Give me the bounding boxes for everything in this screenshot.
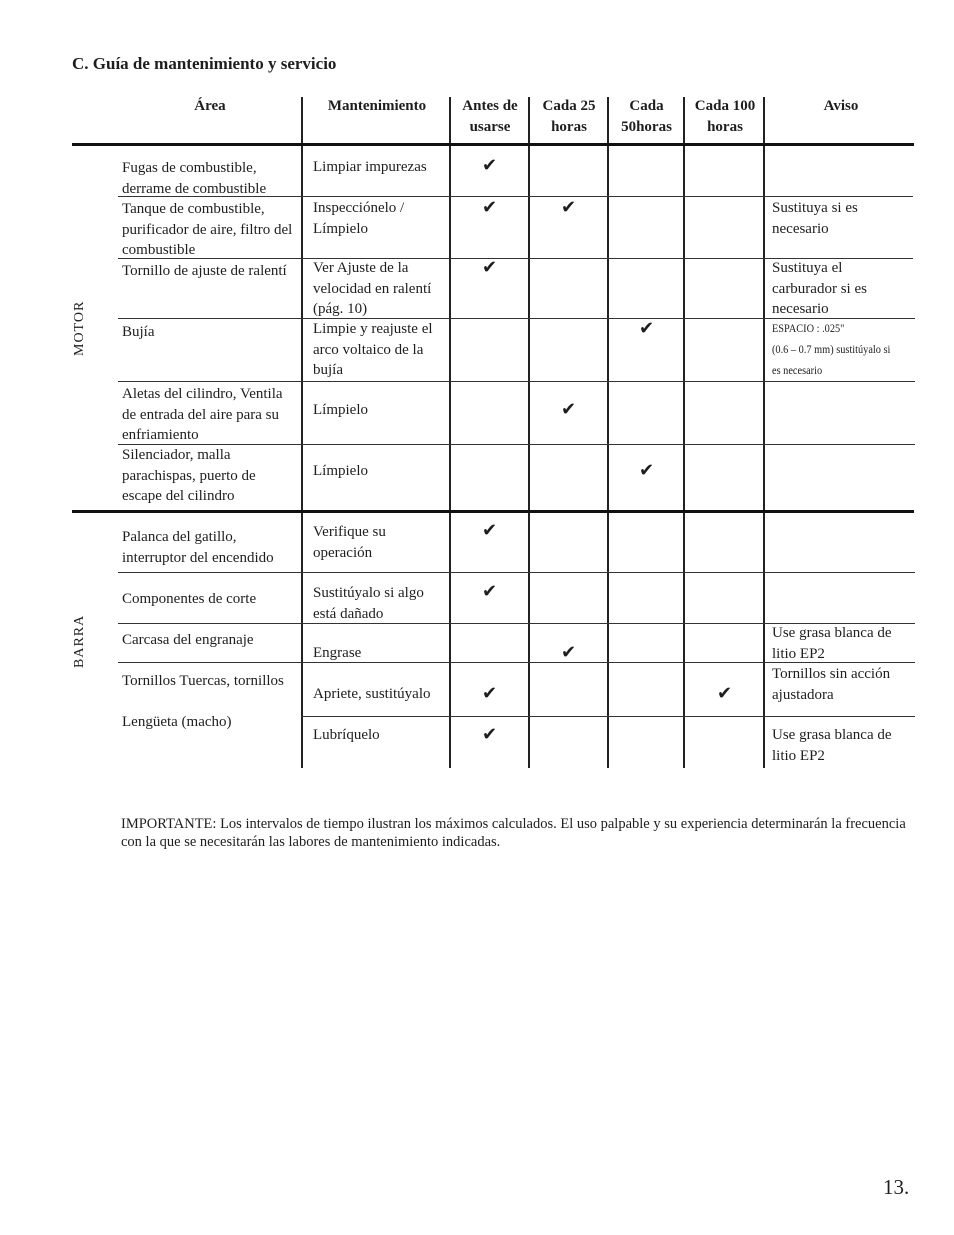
notice-cell: Use grasa blanca de litio EP2 — [772, 625, 892, 662]
area-cell: Carcasa del engranaje — [122, 632, 254, 648]
header-area: Área — [194, 98, 226, 114]
notice-cell: ESPACIO : .025" (0.6 – 0.7 mm) sustitúyalo si es necesario — [772, 321, 891, 377]
header-notice: Aviso — [823, 98, 859, 114]
maintenance-cell: Limpiar impurezas — [313, 159, 427, 175]
grid-line — [528, 97, 530, 768]
maintenance-cell: Sustitúyalo si algo está dañado — [313, 585, 424, 622]
area-cell: Bujía — [122, 324, 155, 340]
check-mark: ✔ — [482, 683, 498, 704]
row-divider — [118, 572, 915, 573]
header-every-100-hours: Cada 100 horas — [694, 98, 756, 135]
grid-line — [449, 97, 451, 768]
row-divider — [118, 381, 915, 382]
header-maintenance: Mantenimiento — [327, 98, 427, 114]
check-mark: ✔ — [639, 318, 655, 339]
important-note: IMPORTANTE: Los intervalos de tiempo ilustran los máximos calculados. El uso palpable y su experiencia determinarán la frecuencia con la que se necesitarán las labores de mantenimiento indicadas. — [121, 816, 906, 850]
check-mark: ✔ — [482, 724, 498, 745]
group-label-motor: MOTOR — [72, 300, 87, 356]
maintenance-cell: Verifique su operación — [313, 524, 386, 561]
check-mark: ✔ — [561, 642, 577, 663]
header-divider — [72, 143, 914, 146]
area-cell: Aletas del cilindro, Ventila de entrada del aire para su enfriamiento — [122, 386, 283, 443]
notice-cell: Sustituya si es necesario — [772, 200, 858, 237]
check-mark: ✔ — [482, 197, 498, 218]
notice-cell: Use grasa blanca de litio EP2 — [772, 727, 892, 764]
header-every-25-hours: Cada 25 horas — [542, 98, 596, 135]
check-mark: ✔ — [561, 399, 577, 420]
check-mark: ✔ — [482, 155, 498, 176]
maintenance-cell: Límpielo — [313, 402, 368, 418]
row-divider — [301, 716, 915, 717]
grid-line — [301, 97, 303, 768]
check-mark: ✔ — [561, 197, 577, 218]
maintenance-cell: Engrase — [313, 645, 362, 661]
page-title: C. Guía de mantenimiento y servicio — [72, 54, 337, 73]
maintenance-cell: Ver Ajuste de la velocidad en ralentí (pág. 10) — [313, 260, 432, 317]
area-cell: Tanque de combustible, purificador de aire, filtro del combustible — [122, 201, 293, 258]
grid-line — [763, 97, 765, 768]
check-mark: ✔ — [482, 581, 498, 602]
grid-line — [683, 97, 685, 768]
header-before-use: Antes de usarse — [462, 98, 518, 135]
check-mark: ✔ — [639, 460, 655, 481]
maintenance-cell: Lubríquelo — [313, 727, 380, 743]
notice-cell: Tornillos sin acción ajustadora — [772, 666, 891, 703]
section-divider — [72, 510, 914, 513]
area-cell: Fugas de combustible, derrame de combustible — [122, 160, 267, 197]
notice-cell: Sustituya el carburador si es necesario — [772, 260, 867, 317]
group-label-barra: BARRA — [72, 614, 87, 668]
area-cell: Componentes de corte — [122, 591, 257, 607]
check-mark: ✔ — [717, 683, 733, 704]
grid-line — [607, 97, 609, 768]
area-cell: Silenciador, malla parachispas, puerto de escape del cilindro — [122, 447, 256, 504]
maintenance-cell: Inspecciónelo / Límpielo — [313, 200, 405, 237]
page-number: 13. — [883, 1175, 910, 1199]
maintenance-cell: Apriete, sustitúyalo — [313, 686, 431, 702]
area-cell: Lengüeta (macho) — [122, 714, 232, 730]
area-cell: Tornillos Tuercas, tornillos — [122, 673, 284, 689]
area-cell: Palanca del gatillo, interruptor del encendido — [122, 529, 274, 566]
area-cell: Tornillo de ajuste de ralentí — [122, 263, 287, 279]
check-mark: ✔ — [482, 257, 498, 278]
maintenance-cell: Límpielo — [313, 463, 368, 479]
check-mark: ✔ — [482, 520, 498, 541]
maintenance-cell: Limpie y reajuste el arco voltaico de la bujía — [313, 321, 433, 378]
header-every-50-hours: Cada 50horas — [621, 98, 672, 135]
